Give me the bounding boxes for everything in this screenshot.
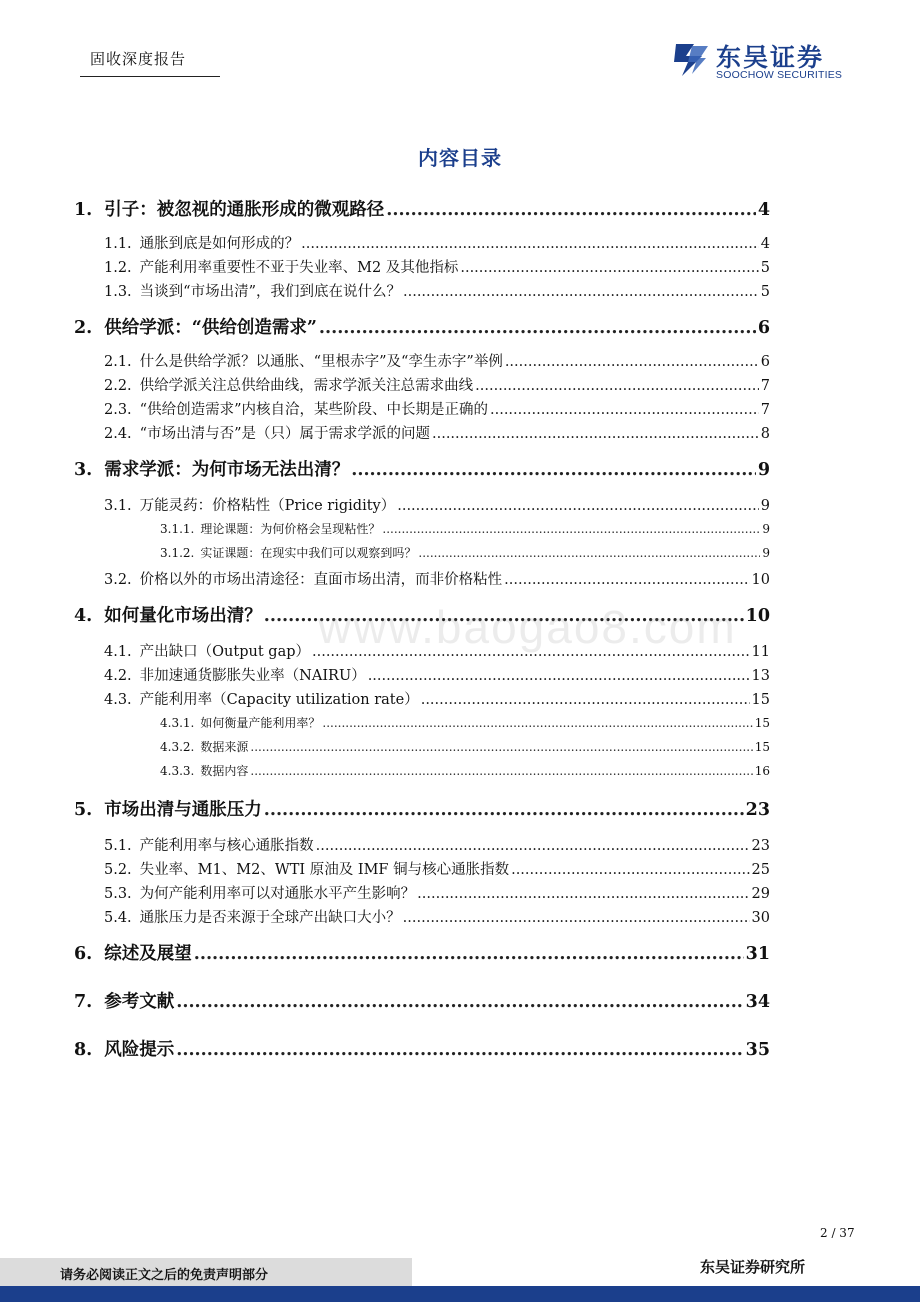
toc-entry-title: 综述及展望 (104, 944, 192, 964)
toc-entry-number: 4.3. (104, 692, 132, 708)
toc-entry-number: 1.1. (104, 236, 132, 252)
toc-entry-number: 3.1.1. (160, 522, 195, 536)
toc-entry-title: 供给学派：“供给创造需求” (104, 318, 317, 338)
toc-entry-2-3[interactable] (104, 398, 770, 420)
toc-entry-1[interactable] (74, 196, 770, 222)
toc-entry-title: 需求学派：为何市场无法出清？ (104, 460, 350, 480)
toc-leader-dots (382, 522, 760, 536)
toc-entry-number: 5. (74, 800, 93, 820)
toc-entry-title: “供给创造需求”内核自洽，某些阶段、中长期是正确的 (139, 402, 488, 418)
toc-entry-number: 2.4. (104, 426, 132, 442)
logo-chinese-name: 东吴证券 (716, 43, 825, 72)
toc-entry-4-3-1[interactable] (160, 714, 770, 734)
toc-entry-page: 15 (751, 692, 770, 708)
toc-entry-number: 2.1. (104, 354, 132, 370)
toc-entry-number: 2.3. (104, 402, 132, 418)
toc-entry-1-2[interactable] (104, 256, 770, 278)
toc-entry-number: 4.3.1. (160, 716, 195, 730)
toc-entry-8[interactable] (74, 1036, 770, 1062)
toc-leader-dots (397, 498, 759, 514)
toc-entry-page: 16 (754, 764, 770, 778)
toc-leader-dots (194, 944, 744, 964)
toc-entry-title: 实证课题：在现实中我们可以观察到吗？ (200, 546, 417, 560)
toc-entry-title: 引子：被忽视的通胀形成的微观路径 (104, 200, 385, 220)
toc-entry-title: 数据来源 (200, 740, 249, 754)
logo-english-name: SOOCHOW SECURITIES (716, 69, 843, 81)
toc-entry-page: 29 (751, 886, 770, 902)
toc-entry-3-2[interactable] (104, 568, 770, 590)
toc-entry-title: 当谈到“市场出清”，我们到底在说什么？ (139, 284, 401, 300)
footer-company-name: 东吴证券研究所 (700, 1258, 806, 1276)
toc-entry-5[interactable] (74, 796, 770, 822)
toc-entry-2-2[interactable] (104, 374, 770, 396)
page-number: 2 / 37 (820, 1226, 855, 1240)
toc-entry-number: 4.3.3. (160, 764, 195, 778)
company-logo (672, 38, 862, 86)
disclaimer-notice: 请务必阅读正文之后的免责声明部分 (60, 1268, 269, 1283)
toc-leader-dots (490, 402, 759, 418)
toc-entry-page: 23 (751, 838, 770, 854)
watermark: www.baogao8.com (318, 601, 737, 653)
toc-entry-page: 15 (754, 740, 770, 754)
toc-entry-number: 8. (74, 1040, 93, 1060)
toc-entry-5-4[interactable] (104, 906, 770, 928)
toc-entry-number: 5.1. (104, 838, 132, 854)
toc-entry-number: 5.3. (104, 886, 132, 902)
toc-entry-page: 5 (760, 260, 770, 276)
toc-entry-title: 产出缺口（Output gap） (139, 644, 310, 660)
toc-entry-1-3[interactable] (104, 280, 770, 302)
toc-entry-number: 7. (74, 992, 93, 1012)
toc-entry-page: 10 (751, 572, 770, 588)
toc-entry-number: 4.2. (104, 668, 132, 684)
toc-leader-dots (301, 236, 759, 252)
header-divider (80, 76, 220, 77)
toc-entry-page: 30 (751, 910, 770, 926)
toc-entry-number: 3. (74, 460, 93, 480)
toc-entry-number: 1.3. (104, 284, 132, 300)
toc-leader-dots (421, 692, 750, 708)
toc-leader-dots (386, 200, 756, 220)
toc-entry-number: 4.3.2. (160, 740, 195, 754)
toc-entry-page: 7 (760, 402, 770, 418)
footer-band (0, 1286, 920, 1302)
toc-entry-page: 10 (745, 606, 770, 626)
toc-entry-7[interactable] (74, 988, 770, 1014)
toc-entry-4-3-3[interactable] (160, 762, 770, 782)
toc-leader-dots (460, 260, 758, 276)
toc-heading: 内容目录 (418, 146, 502, 170)
toc-entry-title: 产能利用率重要性不亚于失业率、M2 及其他指标 (139, 260, 459, 276)
toc-entry-3-1[interactable] (104, 494, 770, 516)
toc-entry-title: 理论课题：为何价格会呈现粘性？ (200, 522, 381, 536)
toc-entry-title: 非加速通货膨胀失业率（NAIRU） (139, 668, 366, 684)
toc-leader-dots (505, 354, 759, 370)
toc-entry-number: 5.4. (104, 910, 132, 926)
toc-leader-dots (322, 716, 752, 730)
toc-entry-page: 23 (745, 800, 770, 820)
toc-entry-title: 供给学派关注总供给曲线，需求学派关注总需求曲线 (139, 378, 474, 394)
toc-entry-1-1[interactable] (104, 232, 770, 254)
toc-entry-number: 2. (74, 318, 93, 338)
toc-leader-dots (504, 572, 749, 588)
toc-leader-dots (176, 1040, 743, 1060)
toc-entry-page: 13 (751, 668, 770, 684)
toc-entry-5-1[interactable] (104, 834, 770, 856)
toc-entry-title: 市场出清与通胀压力 (104, 800, 262, 820)
toc-entry-number: 1.2. (104, 260, 132, 276)
toc-entry-page: 7 (760, 378, 770, 394)
toc-entry-number: 4. (74, 606, 93, 626)
toc-leader-dots (176, 992, 743, 1012)
toc-entry-title: 失业率、M1、M2、WTI 原油及 IMF 铜与核心通胀指数 (139, 862, 510, 878)
toc-entry-4-3-2[interactable] (160, 738, 770, 758)
toc-entry-title: 数据内容 (200, 764, 249, 778)
toc-entry-title: 为何产能利用率可以对通胀水平产生影响？ (139, 886, 416, 902)
toc-entry-3[interactable] (74, 456, 770, 482)
toc-entry-title: 万能灵药：价格粘性（Price rigidity） (139, 498, 396, 514)
toc-entry-page: 6 (760, 354, 770, 370)
toc-leader-dots (403, 284, 759, 300)
scs-logo-icon (672, 40, 710, 80)
toc-entry-number: 2.2. (104, 378, 132, 394)
toc-entry-title: 通胀到底是如何形成的？ (139, 236, 300, 252)
report-type-label: 固收深度报告 (90, 50, 187, 68)
toc-entry-page: 5 (760, 284, 770, 300)
toc-entry-page: 6 (757, 318, 770, 338)
toc-entry-title: 产能利用率与核心通胀指数 (139, 838, 314, 854)
toc-entry-title: 如何衡量产能利用率？ (200, 716, 321, 730)
toc-entry-4-3[interactable] (104, 688, 770, 710)
toc-leader-dots (403, 910, 750, 926)
toc-entry-page: 34 (745, 992, 770, 1012)
toc-entry-title: 什么是供给学派？以通胀、“里根赤字”及“孪生赤字”举例 (139, 354, 503, 370)
toc-entry-2-4[interactable] (104, 422, 770, 444)
toc-entry-page: 9 (762, 522, 770, 536)
toc-entry-5-3[interactable] (104, 882, 770, 904)
toc-leader-dots (418, 546, 760, 560)
toc-entry-number: 3.1. (104, 498, 132, 514)
toc-leader-dots (316, 838, 750, 854)
toc-entry-page: 4 (760, 236, 770, 252)
toc-entry-title: “市场出清与否”是（只）属于需求学派的问题 (139, 426, 430, 442)
toc-entry-number: 6. (74, 944, 93, 964)
toc-entry-6[interactable] (74, 940, 770, 966)
toc-entry-number: 4.1. (104, 644, 132, 660)
toc-entry-title: 通胀压力是否来源于全球产出缺口大小？ (139, 910, 401, 926)
toc-leader-dots (264, 800, 744, 820)
toc-leader-dots (319, 318, 756, 338)
toc-entry-5-2[interactable] (104, 858, 770, 880)
toc-entry-title: 如何量化市场出清？ (104, 606, 262, 626)
toc-entry-title: 产能利用率（Capacity utilization rate） (139, 692, 419, 708)
toc-entry-page: 8 (760, 426, 770, 442)
toc-leader-dots (432, 426, 759, 442)
toc-entry-2[interactable] (74, 314, 770, 340)
toc-entry-number: 3.2. (104, 572, 132, 588)
toc-entry-page: 35 (745, 1040, 770, 1060)
toc-entry-2-1[interactable] (104, 350, 770, 372)
toc-leader-dots (250, 740, 752, 754)
toc-entry-number: 1. (74, 200, 93, 220)
toc-entry-number: 5.2. (104, 862, 132, 878)
toc-leader-dots (368, 668, 750, 684)
toc-leader-dots (417, 886, 749, 902)
toc-entry-page: 25 (751, 862, 770, 878)
toc-leader-dots (475, 378, 759, 394)
toc-entry-3-1-2[interactable] (160, 544, 770, 564)
toc-entry-title: 风险提示 (104, 1040, 175, 1060)
toc-leader-dots (250, 764, 752, 778)
toc-leader-dots (351, 460, 756, 480)
toc-entry-page: 31 (745, 944, 770, 964)
toc-entry-3-1-1[interactable] (160, 520, 770, 540)
toc-entry-page: 11 (751, 644, 770, 660)
toc-entry-page: 9 (757, 460, 770, 480)
toc-entry-page: 9 (762, 546, 770, 560)
toc-entry-title: 价格以外的市场出清途径：直面市场出清，而非价格粘性 (139, 572, 503, 588)
toc-leader-dots (511, 862, 749, 878)
toc-entry-number: 3.1.2. (160, 546, 195, 560)
toc-entry-4-2[interactable] (104, 664, 770, 686)
toc-entry-page: 9 (760, 498, 770, 514)
toc-entry-page: 15 (754, 716, 770, 730)
toc-entry-page: 4 (757, 200, 770, 220)
toc-entry-title: 参考文献 (104, 992, 175, 1012)
